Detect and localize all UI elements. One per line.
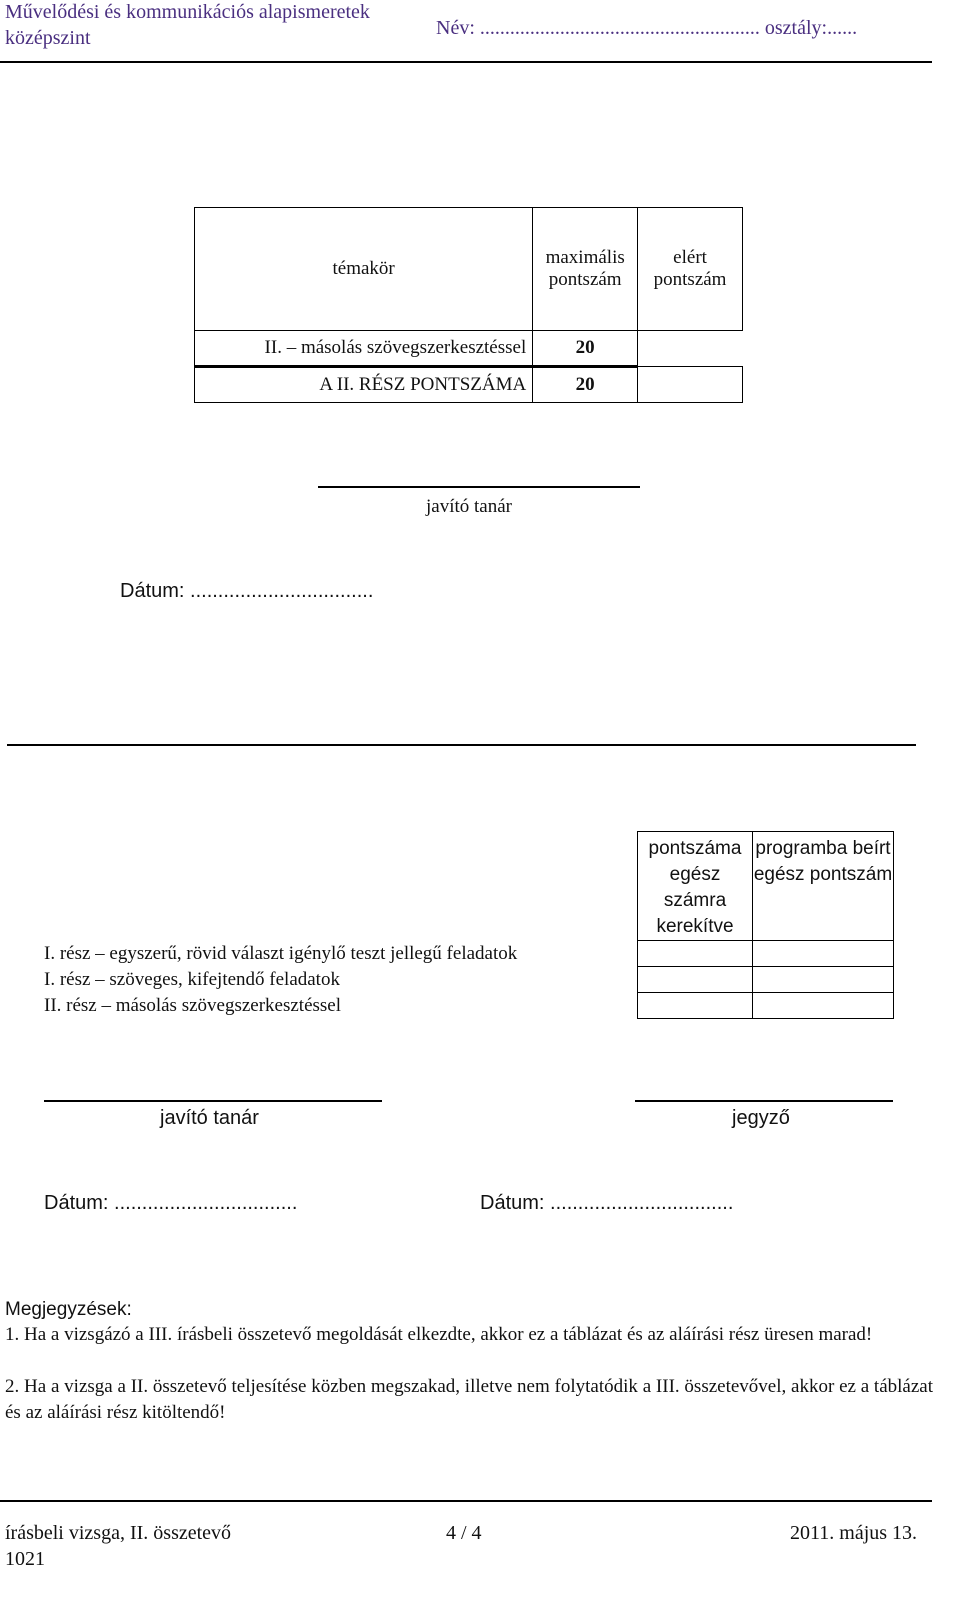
header-name-field: Név: ........................................................ osztály:...... (436, 17, 858, 39)
note-item-1: 1. Ha a vizsgázó a III. írásbeli összetevő megoldását elkezdte, akkor ez a táblázat és az aláírási rész üresen marad! (5, 1324, 873, 1345)
total-max: 20 (533, 367, 638, 403)
col-header-got: elért pontszám (638, 208, 743, 331)
col-header-rounded: pontszáma egész számra kerekítve (638, 832, 753, 941)
footer-date: 2011. május 13. (790, 1522, 918, 1544)
total-got (638, 367, 743, 403)
header-level: középszint (5, 27, 91, 49)
cell-program-1 (753, 941, 894, 967)
row-label-2: I. rész – szöveges, kifejtendő feladatok (44, 968, 340, 990)
signature-label-left: javító tanár (160, 1107, 259, 1129)
row-topic: II. – másolás szövegszerkesztéssel (195, 331, 533, 367)
signature-label: javító tanár (426, 496, 512, 517)
col-header-program: programba beírt egész pontszám (753, 832, 894, 941)
signature-line-right (635, 1100, 893, 1102)
row-got-empty (638, 331, 743, 367)
note-item-2: 2. Ha a vizsga a II. összetevő teljesítése közben megszakad, illetve nem folytatódik a III. összetevővel, akkor ez a táblázat és az aláírási rész kitöltendő! (5, 1376, 933, 1423)
total-label: A II. RÉSZ PONTSZÁMA (195, 367, 533, 403)
row-label-3: II. rész – másolás szövegszerkesztéssel (44, 994, 342, 1016)
section-separator (7, 744, 916, 746)
footer-code: 1021 (5, 1548, 45, 1570)
cell-rounded-2 (638, 967, 753, 993)
footer-page: 4 / 4 (446, 1522, 482, 1544)
date-field: Dátum: ................................. (120, 580, 374, 602)
cell-rounded-1 (638, 941, 753, 967)
signature-line-left (44, 1100, 382, 1102)
signature-line (318, 486, 640, 488)
cell-program-3 (753, 993, 894, 1019)
col-header-max: maximális pontszám (533, 208, 638, 331)
date-field-left: Dátum: ................................. (44, 1192, 298, 1214)
row-max: 20 (533, 331, 638, 367)
signature-label-right: jegyző (732, 1107, 790, 1129)
cell-rounded-3 (638, 993, 753, 1019)
points-table (44, 831, 894, 1019)
notes-title: Megjegyzések: (5, 1299, 132, 1320)
score-table (194, 207, 743, 403)
header-rule (0, 61, 932, 63)
footer-rule (0, 1500, 932, 1502)
cell-program-2 (753, 967, 894, 993)
header-subject: Művelődési és kommunikációs alapismeretek (5, 1, 370, 23)
row-label-1: I. rész – egyszerű, rövid választ igénylő teszt jellegű feladatok (44, 942, 518, 964)
footer-left: írásbeli vizsga, II. összetevő (5, 1522, 232, 1544)
date-field-right: Dátum: ................................. (480, 1192, 734, 1214)
col-header-topic: témakör (195, 208, 533, 331)
